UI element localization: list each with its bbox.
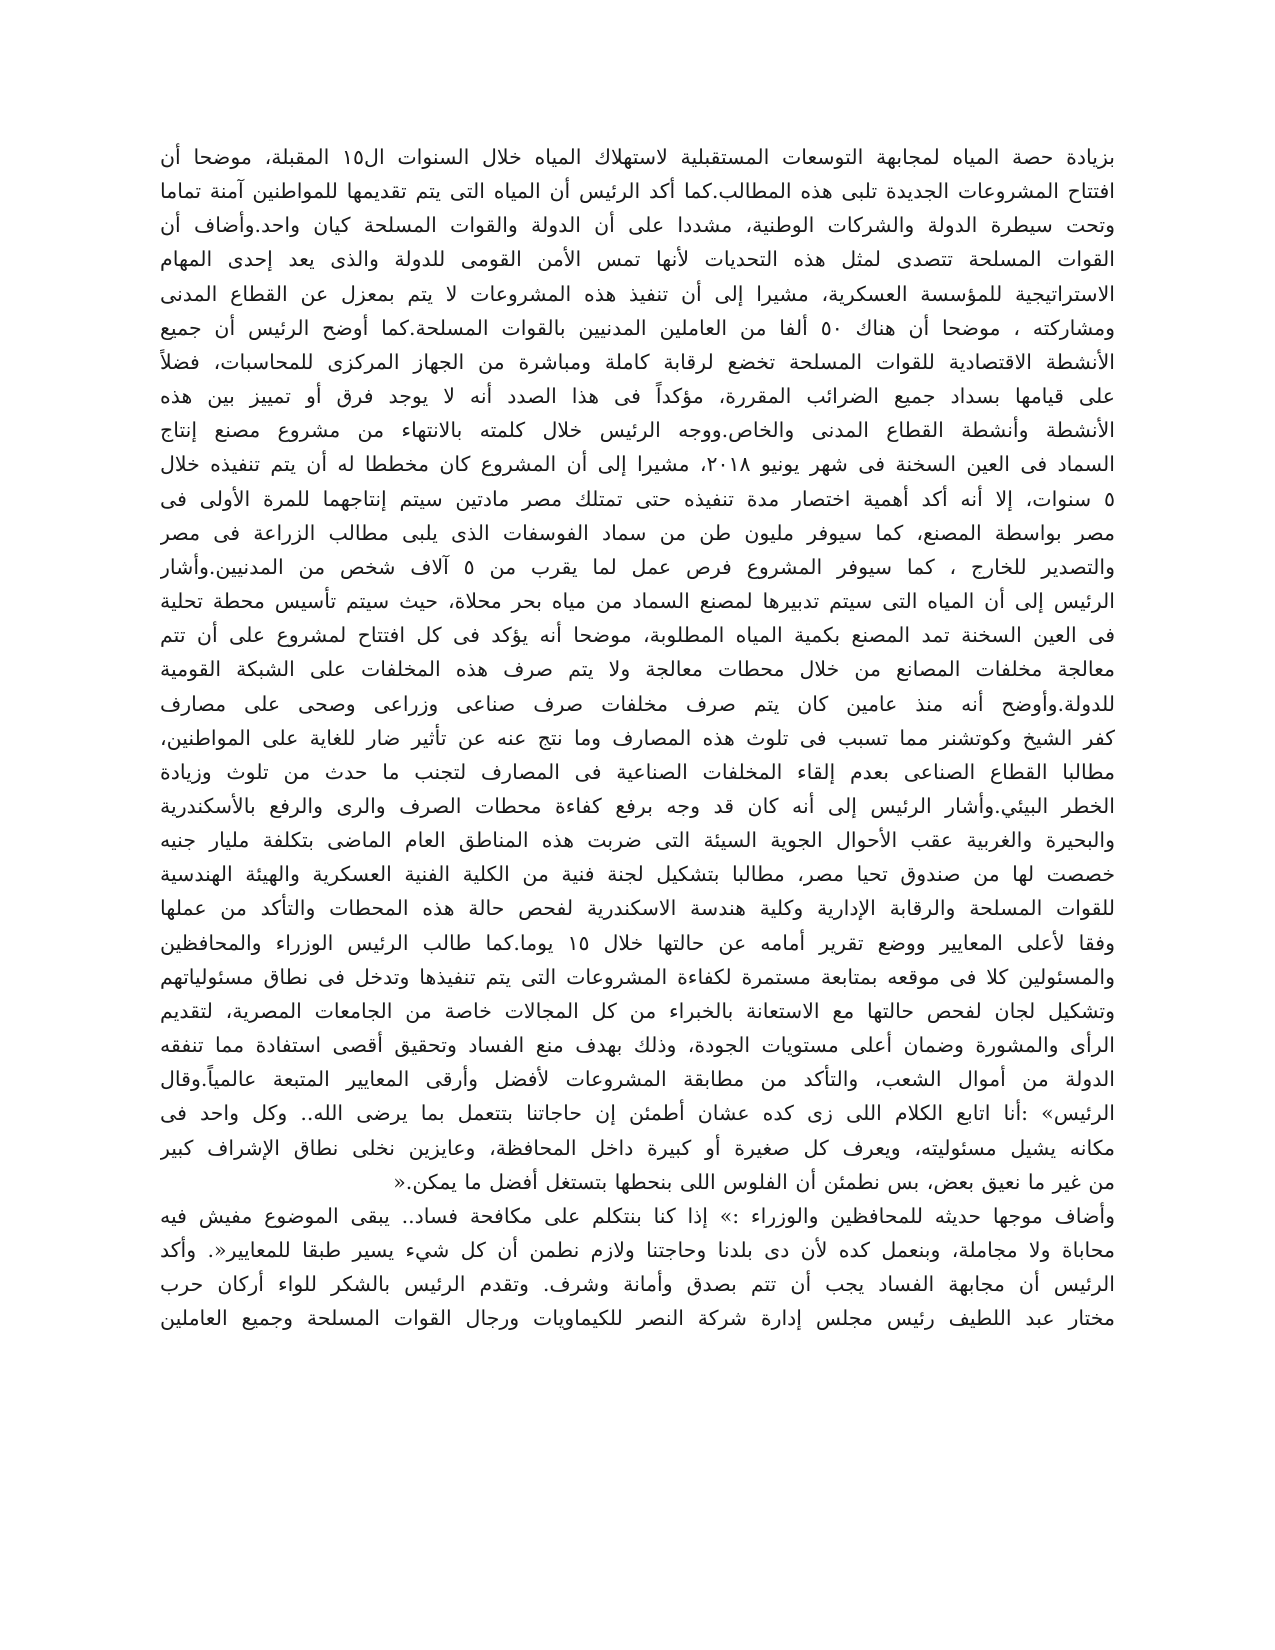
text-line: للدولة.وأوضح أنه منذ عامين كان يتم صرف مخلفات صرف صناعى وزراعى وصحى على مصارف — [160, 691, 1115, 716]
text-line: الرأى والمشورة وضمان أعلى مستويات الجودة، وذلك بهدف منع الفساد وتحقيق أقصى استفادة مما تنفقه — [160, 1033, 1115, 1058]
text-line: وفقا لأعلى المعايير ووضع تقرير أمامه عن حالتها خلال ١٥ يوما.كما طالب الرئيس الوزراء والمحافظين — [160, 930, 1115, 955]
text-line: الرئيس إلى أن المياه التى سيتم تدبيرها لمصنع السماد من مياه بحر محلاة، حيث سيتم تأسيس محطة تحلية — [160, 589, 1115, 614]
text-line: للقوات المسلحة والرقابة الإدارية وكلية هندسة الاسكندرية لفحص حالة هذه المحطات والتأكد من عملها — [160, 896, 1115, 921]
text-line: مطالبا القطاع الصناعى بعدم إلقاء المخلفات الصناعية فى المصارف لتجنب ما حدث من تلوث وزيادة — [160, 759, 1115, 784]
text-line: الرئيس» :أنا اتابع الكلام اللى زى كده عشان أطمئن إن حاجاتنا بتتعمل بما يرضى الله.. وكل واحد فى — [160, 1101, 1115, 1126]
text-line: من غير ما نعيق بعض، بس نطمئن أن الفلوس اللى بنحطها بتستغل أفضل ما يمكن.« — [393, 1169, 1115, 1194]
text-line: بزيادة حصة المياه لمجابهة التوسعات المستقبلية لاستهلاك المياه خلال السنوات ال١٥ المقبلة، موضحا أن — [160, 145, 1115, 169]
text-line: وأضاف موجها حديثه للمحافظين والوزراء :» إذا كنا بنتكلم على مكافحة فساد.. يبقى الموضوع مفيش فيه — [160, 1203, 1115, 1228]
text-line: فى العين السخنة تمد المصنع بكمية المياه المطلوبة، موضحا أنه يؤكد فى كل افتتاح لمشروع على أن تتم — [160, 623, 1115, 648]
text-line: افتتاح المشروعات الجديدة تلبى هذه المطالب.كما أكد الرئيس أن المياه التى يتم تقديمها للمواطنين آمنة تماما — [160, 179, 1115, 204]
text-line: الرئيس أن مجابهة الفساد يجب أن تتم بصدق وأمانة وشرف. وتقدم الرئيس بالشكر للواء أركان حرب — [160, 1272, 1115, 1297]
text-line: مختار عبد اللطيف رئيس مجلس إدارة شركة النصر للكيماويات ورجال القوات المسلحة وجميع العاملين — [160, 1306, 1115, 1331]
text-line: وتشكيل لجان لفحص حالتها مع الاستعانة بالخبراء من كل المجالات خاصة من الجامعات المصرية، لتقديم — [160, 998, 1115, 1023]
text-line: الأنشطة وأنشطة القطاع المدنى والخاص.ووجه الرئيس خلال كلمته بالانتهاء من مشروع مصنع إنتاج — [160, 418, 1115, 443]
text-line: القوات المسلحة تتصدى لمثل هذه التحديات لأنها تمس الأمن القومى للدولة والذى يعد إحدى المهام — [160, 247, 1115, 272]
article-body — [160, 140, 1115, 1335]
text-line: محاباة ولا مجاملة، وبنعمل كده لأن دى بلدنا وحاجتنا ولازم نطمن أن كل شيء يسير طبقا للمعايير«. وأكد — [160, 1238, 1115, 1262]
text-line: معالجة مخلفات المصانع من خلال محطات معالجة ولا يتم صرف هذه المخلفات على الشبكة القومية — [160, 657, 1115, 682]
text-line: الأنشطة الاقتصادية للقوات المسلحة تخضع لرقابة كاملة ومباشرة من الجهاز المركزى للمحاسبات، فضلاً — [160, 349, 1115, 374]
text-line: مصر بواسطة المصنع، كما سيوفر مليون طن من سماد الفوسفات الذى يلبى مطالب الزراعة فى مصر — [160, 520, 1115, 545]
text-line: الاستراتيجية للمؤسسة العسكرية، مشيرا إلى أن تنفيذ هذه المشروعات لا يتم بمعزل عن القطاع المدنى — [160, 281, 1115, 306]
text-line: والمسئولين كلا فى موقعه بمتابعة مستمرة لكفاءة المشروعات التى يتم تنفيذها وتدخل فى نطاق مسئولياتهم — [160, 964, 1115, 989]
text-line: الدولة من أموال الشعب، والتأكد من مطابقة المشروعات لأفضل وأرقى المعايير المتبعة عالمياً.وقال — [160, 1067, 1115, 1092]
text-line: الخطر البيئي.وأشار الرئيس إلى أنه كان قد وجه برفع كفاءة محطات الصرف والرى والرفع بالأسكندرية — [160, 793, 1115, 818]
text-line: مكانه يشيل مسئوليته، ويعرف كل صغيرة أو كبيرة داخل المحافظة، وعايزين نخلى نطاق الإشراف كبير — [160, 1135, 1115, 1160]
text-line: خصصت لها من صندوق تحيا مصر، مطالبا بتشكيل لجنة فنية من الكلية الفنية العسكرية والهيئة الهندسية — [160, 862, 1115, 887]
text-line: وتحت سيطرة الدولة والشركات الوطنية، مشددا على أن الدولة والقوات المسلحة كيان واحد.وأضاف أن — [160, 213, 1115, 238]
text-line: على قيامها بسداد جميع الضرائب المقررة، مؤكداً فى هذا الصدد أنه لا يوجد فرق أو تمييز بين هذه — [160, 384, 1115, 409]
text-line: والتصدير للخارج ، كما سيوفر المشروع فرص عمل لما يقرب من ٥ آلاف شخص من المدنيين.وأشار — [160, 554, 1115, 579]
text-line: والبحيرة والغربية عقب الأحوال الجوية السيئة التى ضربت هذه المناطق العام الماضى بتكلفة مليار جنيه — [160, 828, 1115, 853]
text-line: كفر الشيخ وكوتشنر مما تسبب فى تلوث هذه المصارف وما نتج عنه عن تأثير ضار للغاية على المواطنين، — [160, 725, 1115, 750]
text-line: السماد فى العين السخنة فى شهر يونيو ٢٠١٨، مشيرا إلى أن المشروع كان مخططا له أن يتم تنفيذه خلال — [160, 452, 1115, 477]
text-line: ومشاركته ، موضحا أن هناك ٥٠ ألفا من العاملين المدنيين بالقوات المسلحة.كما أوضح الرئيس أن جميع — [160, 315, 1115, 340]
text-line: ٥ سنوات، إلا أنه أكد أهمية اختصار مدة تنفيذه حتى تمتلك مصر مادتين سيتم إنتاجهما للمرة الأولى فى — [160, 486, 1115, 511]
